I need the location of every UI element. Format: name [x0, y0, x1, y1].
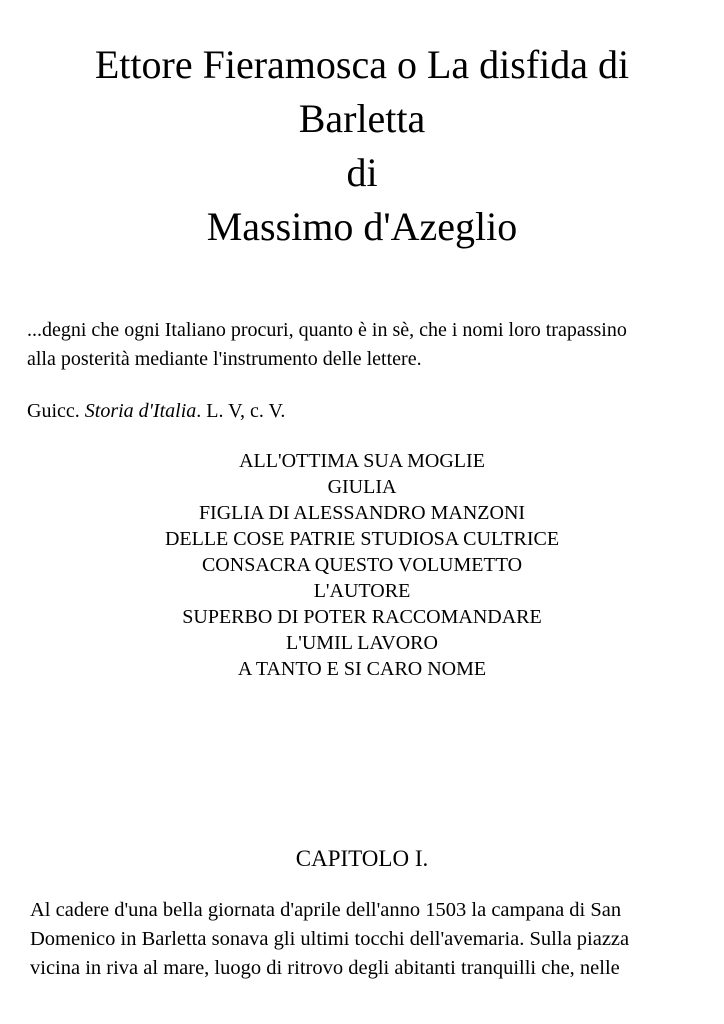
dedication-line: L'AUTORE	[313, 580, 411, 602]
dedication-line: CONSACRA QUESTO VOLUMETTO	[201, 554, 523, 576]
title-line: Barletta	[298, 96, 426, 141]
chapter-body	[30, 896, 710, 983]
body-line: Al cadere d'una bella giornata d'aprile dell'anno 1503 la campana di San	[30, 899, 622, 921]
epigraph	[27, 316, 707, 374]
epigraph-source	[27, 397, 707, 426]
source-suffix: . L. V, c. V.	[196, 400, 286, 422]
epigraph-line: ...degni che ogni Italiano procuri, quanto è in sè, che i nomi loro trapassino	[27, 319, 627, 341]
epigraph-line: alla posterità mediante l'instrumento delle lettere.	[27, 348, 422, 370]
title-line: di	[346, 150, 378, 195]
source-work: Storia d'Italia	[84, 400, 197, 422]
book-title	[20, 38, 704, 254]
dedication-line: GIULIA	[327, 476, 397, 498]
dedication-line: SUPERBO DI POTER RACCOMANDARE	[182, 606, 542, 628]
body-line: Domenico in Barletta sonava gli ultimi tocchi dell'avemaria. Sulla piazza	[30, 928, 630, 950]
dedication-line: L'UMIL LAVORO	[286, 632, 438, 654]
dedication-line: FIGLIA DI ALESSANDRO MANZONI	[198, 502, 526, 524]
author-line: Massimo d'Azeglio	[206, 204, 518, 249]
body-line: vicina in riva al mare, luogo di ritrovo degli abitanti tranquilli che, nelle	[30, 957, 620, 979]
dedication-line: DELLE COSE PATRIE STUDIOSA CULTRICE	[164, 528, 560, 550]
dedication	[20, 448, 704, 682]
title-line: Ettore Fieramosca o La disfida di	[94, 42, 630, 87]
dedication-line: ALL'OTTIMA SUA MOGLIE	[239, 450, 485, 472]
source-prefix: Guicc.	[27, 400, 85, 422]
dedication-line: A TANTO E SI CARO NOME	[237, 658, 487, 680]
chapter-heading: CAPITOLO I.	[295, 846, 429, 871]
